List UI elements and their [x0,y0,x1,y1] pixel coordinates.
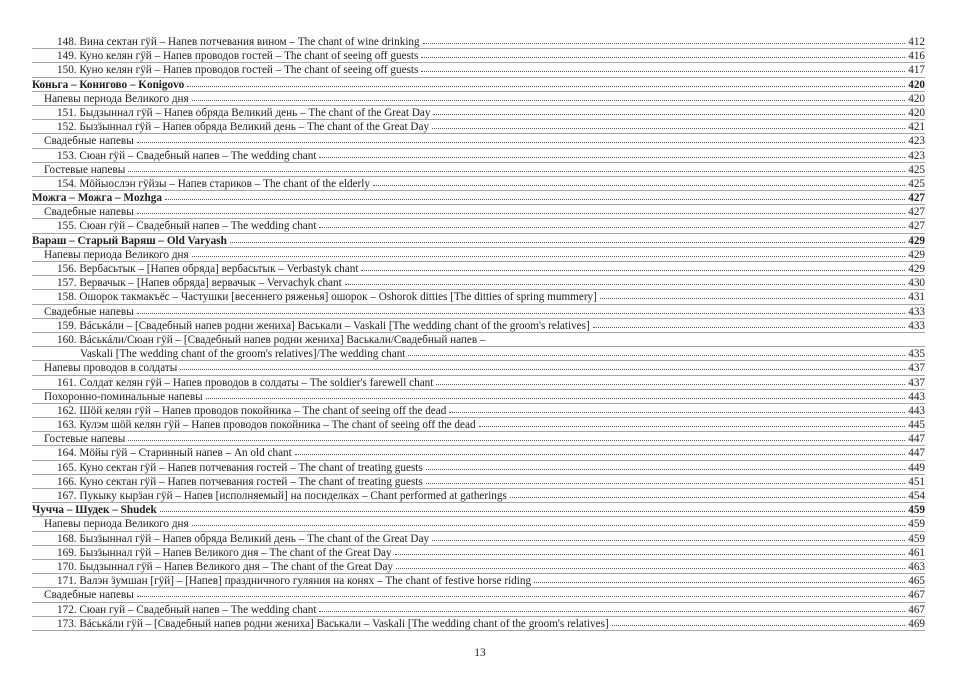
toc-page-number: 427 [908,192,925,205]
dot-leader [395,553,906,555]
toc-entry-title: 153. Сюан гӱй – Свадебный напев – The wedding chant [57,149,317,162]
dot-leader [128,439,905,441]
dot-leader [449,411,905,413]
toc-entry-title: 148. Вина сектан гӱй – Напев потчевания вином – The chant of wine drinking [57,36,420,48]
toc-entry-title: 173. Вáськáли гӱй – [Свадебный напев родни жениха] Васькали – Vaskali [The wedding chant of the groom's relatives] [57,617,609,630]
toc-entry-title: 166. Куно сектан гӱй – Напев потчевания гостей – The chant of treating guests [57,475,423,488]
toc-entry-title: 168. Бызӟыннал гӱй – Напев обряда Великий день – The chant of the Great Day [57,532,430,545]
dot-leader [319,226,905,228]
toc-page-number: 451 [908,475,925,488]
toc-page-number: 467 [908,603,925,616]
toc-entry-title: 164. Мӧйы гӱй – Старинный напев – An old chant [57,447,292,460]
toc-page-number: 433 [908,319,925,332]
dot-leader [165,198,905,200]
toc-group-row [32,588,925,602]
toc-page-number: 417 [908,64,925,77]
toc-entry-row [32,404,925,418]
toc-group-row [32,432,925,446]
toc-page-number: 430 [908,277,925,290]
toc-entry-title: Свадебные напевы [44,206,134,219]
toc-page-number: 420 [908,106,925,119]
dot-leader [612,624,906,626]
toc-entry-row [32,106,925,120]
toc-page-number: 443 [908,390,925,403]
toc-entry-row [32,120,925,134]
toc-entry-row [32,475,925,489]
toc-page-number: 425 [908,163,925,176]
toc-page-number: 447 [908,433,925,446]
dot-leader [421,70,905,72]
toc-entry-title: Гостевые напевы [44,433,126,446]
toc-entry-row [32,262,925,276]
toc-entry-title: Вараш – Старый Варяш – Old Varyash [32,234,227,247]
toc-entry-title: Можга – Можга – Mozhga [32,192,162,205]
dot-leader [345,283,905,285]
toc-group-row [32,92,925,106]
table-of-contents [32,35,925,631]
toc-group-row [32,305,925,319]
toc-entry-row [32,461,925,475]
toc-group-row [32,361,925,375]
dot-leader [408,354,905,356]
toc-page-number: 429 [908,234,925,247]
toc-entry-row [32,63,925,77]
toc-entry-title: 170. Быдзыннал гӱй – Напев Великого дня – The chant of the Great Day [57,560,394,573]
dot-leader [373,184,905,186]
toc-page-number: 465 [908,575,925,588]
toc-entry-row [32,319,925,333]
toc-page-number: 447 [908,447,925,460]
dot-leader [160,510,906,512]
toc-entry-row [32,489,925,503]
toc-page-number: 459 [908,504,925,517]
toc-page-number: 420 [908,92,925,105]
dot-leader [534,581,905,583]
toc-entry-row [32,290,925,304]
toc-entry-row [32,376,925,390]
toc-entry-row [32,546,925,560]
toc-entry-row [32,219,925,233]
toc-page-number: 427 [908,220,925,233]
toc-entry-title: 163. Кулэм шӧй келян гӱй – Напев проводов покойника – The chant of seeing off the dead [57,419,476,432]
dot-leader [137,212,905,214]
toc-group-row [32,390,925,404]
dot-leader [433,113,905,115]
toc-page-number: 429 [908,248,925,261]
toc-entry-title: 162. Шӧй келян гӱй – Напев проводов покойника – The chant of seeing off the dead [57,404,447,417]
toc-group-row [32,205,925,219]
toc-entry-title: Напевы периода Великого дня [44,248,189,261]
toc-section-row [32,191,925,205]
toc-group-row [32,163,925,177]
toc-page-number: 469 [908,617,925,630]
dot-leader [396,567,905,569]
toc-entry-row [32,333,925,347]
toc-entry-title: Похоронно-поминальные напевы [44,390,203,403]
toc-page-number: 423 [908,135,925,148]
toc-entry-title: 172. Сюан гуй – Свадебный напев – The wedding chant [57,603,317,616]
toc-page-number: 425 [908,177,925,190]
toc-page-number: 437 [908,376,925,389]
toc-entry-title: 151. Быдзыннал гӱй – Напев обряда Великий день – The chant of the Great Day [57,106,431,119]
toc-group-row [32,248,925,262]
toc-entry-title: Чучча – Шудек – Shudek [32,504,157,517]
toc-page-number: 443 [908,404,925,417]
dot-leader [361,269,905,271]
toc-entry-title: 171. Валэн ӟумшан [гӱй] – [Напев] праздничного гуляния на конях – The chant of festive horse riding [57,575,532,588]
toc-page-number: 463 [908,560,925,573]
dot-leader [192,255,906,257]
toc-page-number: 449 [908,461,925,474]
toc-entry-title: 167. Пукыку кырӟан гӱй – Напев [исполняемый] на посиделках – Chant performed at gatherings [57,490,507,502]
toc-entry-title: 165. Куно сектан гӱй – Напев потчевания гостей – The chant of treating guests [57,461,423,474]
dot-leader [432,539,905,541]
dot-leader [510,496,905,498]
toc-section-row [32,234,925,248]
dot-leader [423,42,906,44]
toc-entry-row [32,574,925,588]
toc-entry-title: Гостевые напевы [44,163,126,176]
toc-entry-title: 161. Солдат келян гӱй – Напев проводов в солдаты – The soldier's farewell chant [57,376,434,389]
toc-entry-title: 160. Вáськáли/Сюан гӱй – [Свадебный напев родни жениха] Васькали/Свадебный напев – [57,333,486,346]
toc-entry-title: 169. Бызӟыннал гӱй – Напев Великого дня – The chant of the Great Day [57,546,392,559]
toc-page-number: 420 [908,78,925,91]
toc-entry-row [32,446,925,460]
toc-group-row [32,517,925,531]
toc-entry-title: Напевы периода Великого дня [44,92,189,105]
toc-page-number: 423 [908,149,925,162]
dot-leader [426,482,905,484]
toc-entry-title: 158. Ошорок такмакъёс – Частушки [весеннего ряженья] ошорок – Oshorok ditties [The ditties of spring mummery] [57,291,597,304]
toc-entry-title: Напевы периода Великого дня [44,518,189,531]
toc-entry-title: Коньга – Конигово – Konigovo [32,78,185,91]
dot-leader [192,524,906,526]
toc-group-row [32,134,925,148]
toc-entry-title: Напевы проводов в солдаты [44,362,178,375]
toc-entry-title: Свадебные напевы [44,589,134,602]
dot-leader [137,141,905,143]
toc-entry-title: 156. Вербасьтык – [Напев обряда] вербасьтык – Verbastyk chant [57,263,359,275]
toc-page-number: 459 [908,518,925,531]
toc-page-number: 431 [908,291,925,304]
toc-page-number: 412 [908,36,925,48]
toc-entry-row [32,603,925,617]
dot-leader [479,425,906,427]
toc-entry-row [32,49,925,63]
toc-entry-title: 155. Сюан гӱй – Свадебный напев – The wedding chant [57,220,317,233]
toc-entry-row [32,149,925,163]
toc-entry-title: 159. Вáськáли – [Свадебный напев родни жениха] Васькали – Vaskali [The wedding chant of the groom's relatives] [57,319,590,332]
dot-leader [137,312,905,314]
dot-leader [128,170,905,172]
toc-entry-title: Vaskali [The wedding chant of the groom's relatives]/The wedding chant [80,348,406,361]
toc-section-row [32,78,925,92]
dot-leader [295,453,905,455]
dot-leader [421,56,905,58]
dot-leader [319,610,905,612]
dot-leader [319,156,905,158]
toc-page-number: 454 [908,490,925,502]
toc-page-number: 459 [908,532,925,545]
dot-leader [593,326,905,328]
toc-entry-title: 157. Вервачык – [Напев обряда] вервачык – Vervachyk chant [57,277,342,290]
dot-leader [432,127,905,129]
toc-entry-title: Свадебные напевы [44,305,134,318]
toc-page-number: 427 [908,206,925,219]
toc-section-row [32,503,925,517]
dot-leader [180,368,905,370]
page-number: 13 [474,647,486,659]
toc-entry-title: Свадебные напевы [44,135,134,148]
dot-leader [600,297,905,299]
toc-entry-row [32,617,925,631]
toc-page-number: 467 [908,589,925,602]
toc-page-number: 416 [908,50,925,63]
toc-page-number: 435 [908,348,925,361]
toc-page-number: 421 [908,121,925,134]
toc-entry-title: 150. Куно келян гӱй – Напев проводов гостей – The chant of seeing off guests [57,64,419,77]
toc-page-number: 445 [908,419,925,432]
toc-page-number: 461 [908,546,925,559]
toc-entry-row [32,177,925,191]
toc-entry-row [32,418,925,432]
dot-leader [426,468,905,470]
toc-entry-title: 154. Мӧйыослэн гӱйзы – Напев стариков – The chant of the elderly [57,177,370,190]
toc-entry-row [32,347,925,361]
dot-leader [436,383,905,385]
dot-leader [206,397,906,399]
toc-entry-row [32,35,925,49]
toc-entry-row [32,532,925,546]
toc-entry-row [32,276,925,290]
dot-leader [137,595,905,597]
dot-leader [192,99,906,101]
dot-leader [230,241,905,243]
toc-page-number: 429 [908,263,925,275]
toc-entry-title: 149. Куно келян гӱй – Напев проводов гостей – The chant of seeing off guests [57,50,419,63]
toc-entry-row [32,560,925,574]
toc-entry-title: 152. Бызӟыннал гӱй – Напев обряда Великий день – The chant of the Great Day [57,121,430,134]
toc-page-number: 437 [908,362,925,375]
dot-leader [187,85,905,87]
toc-page-number: 433 [908,305,925,318]
